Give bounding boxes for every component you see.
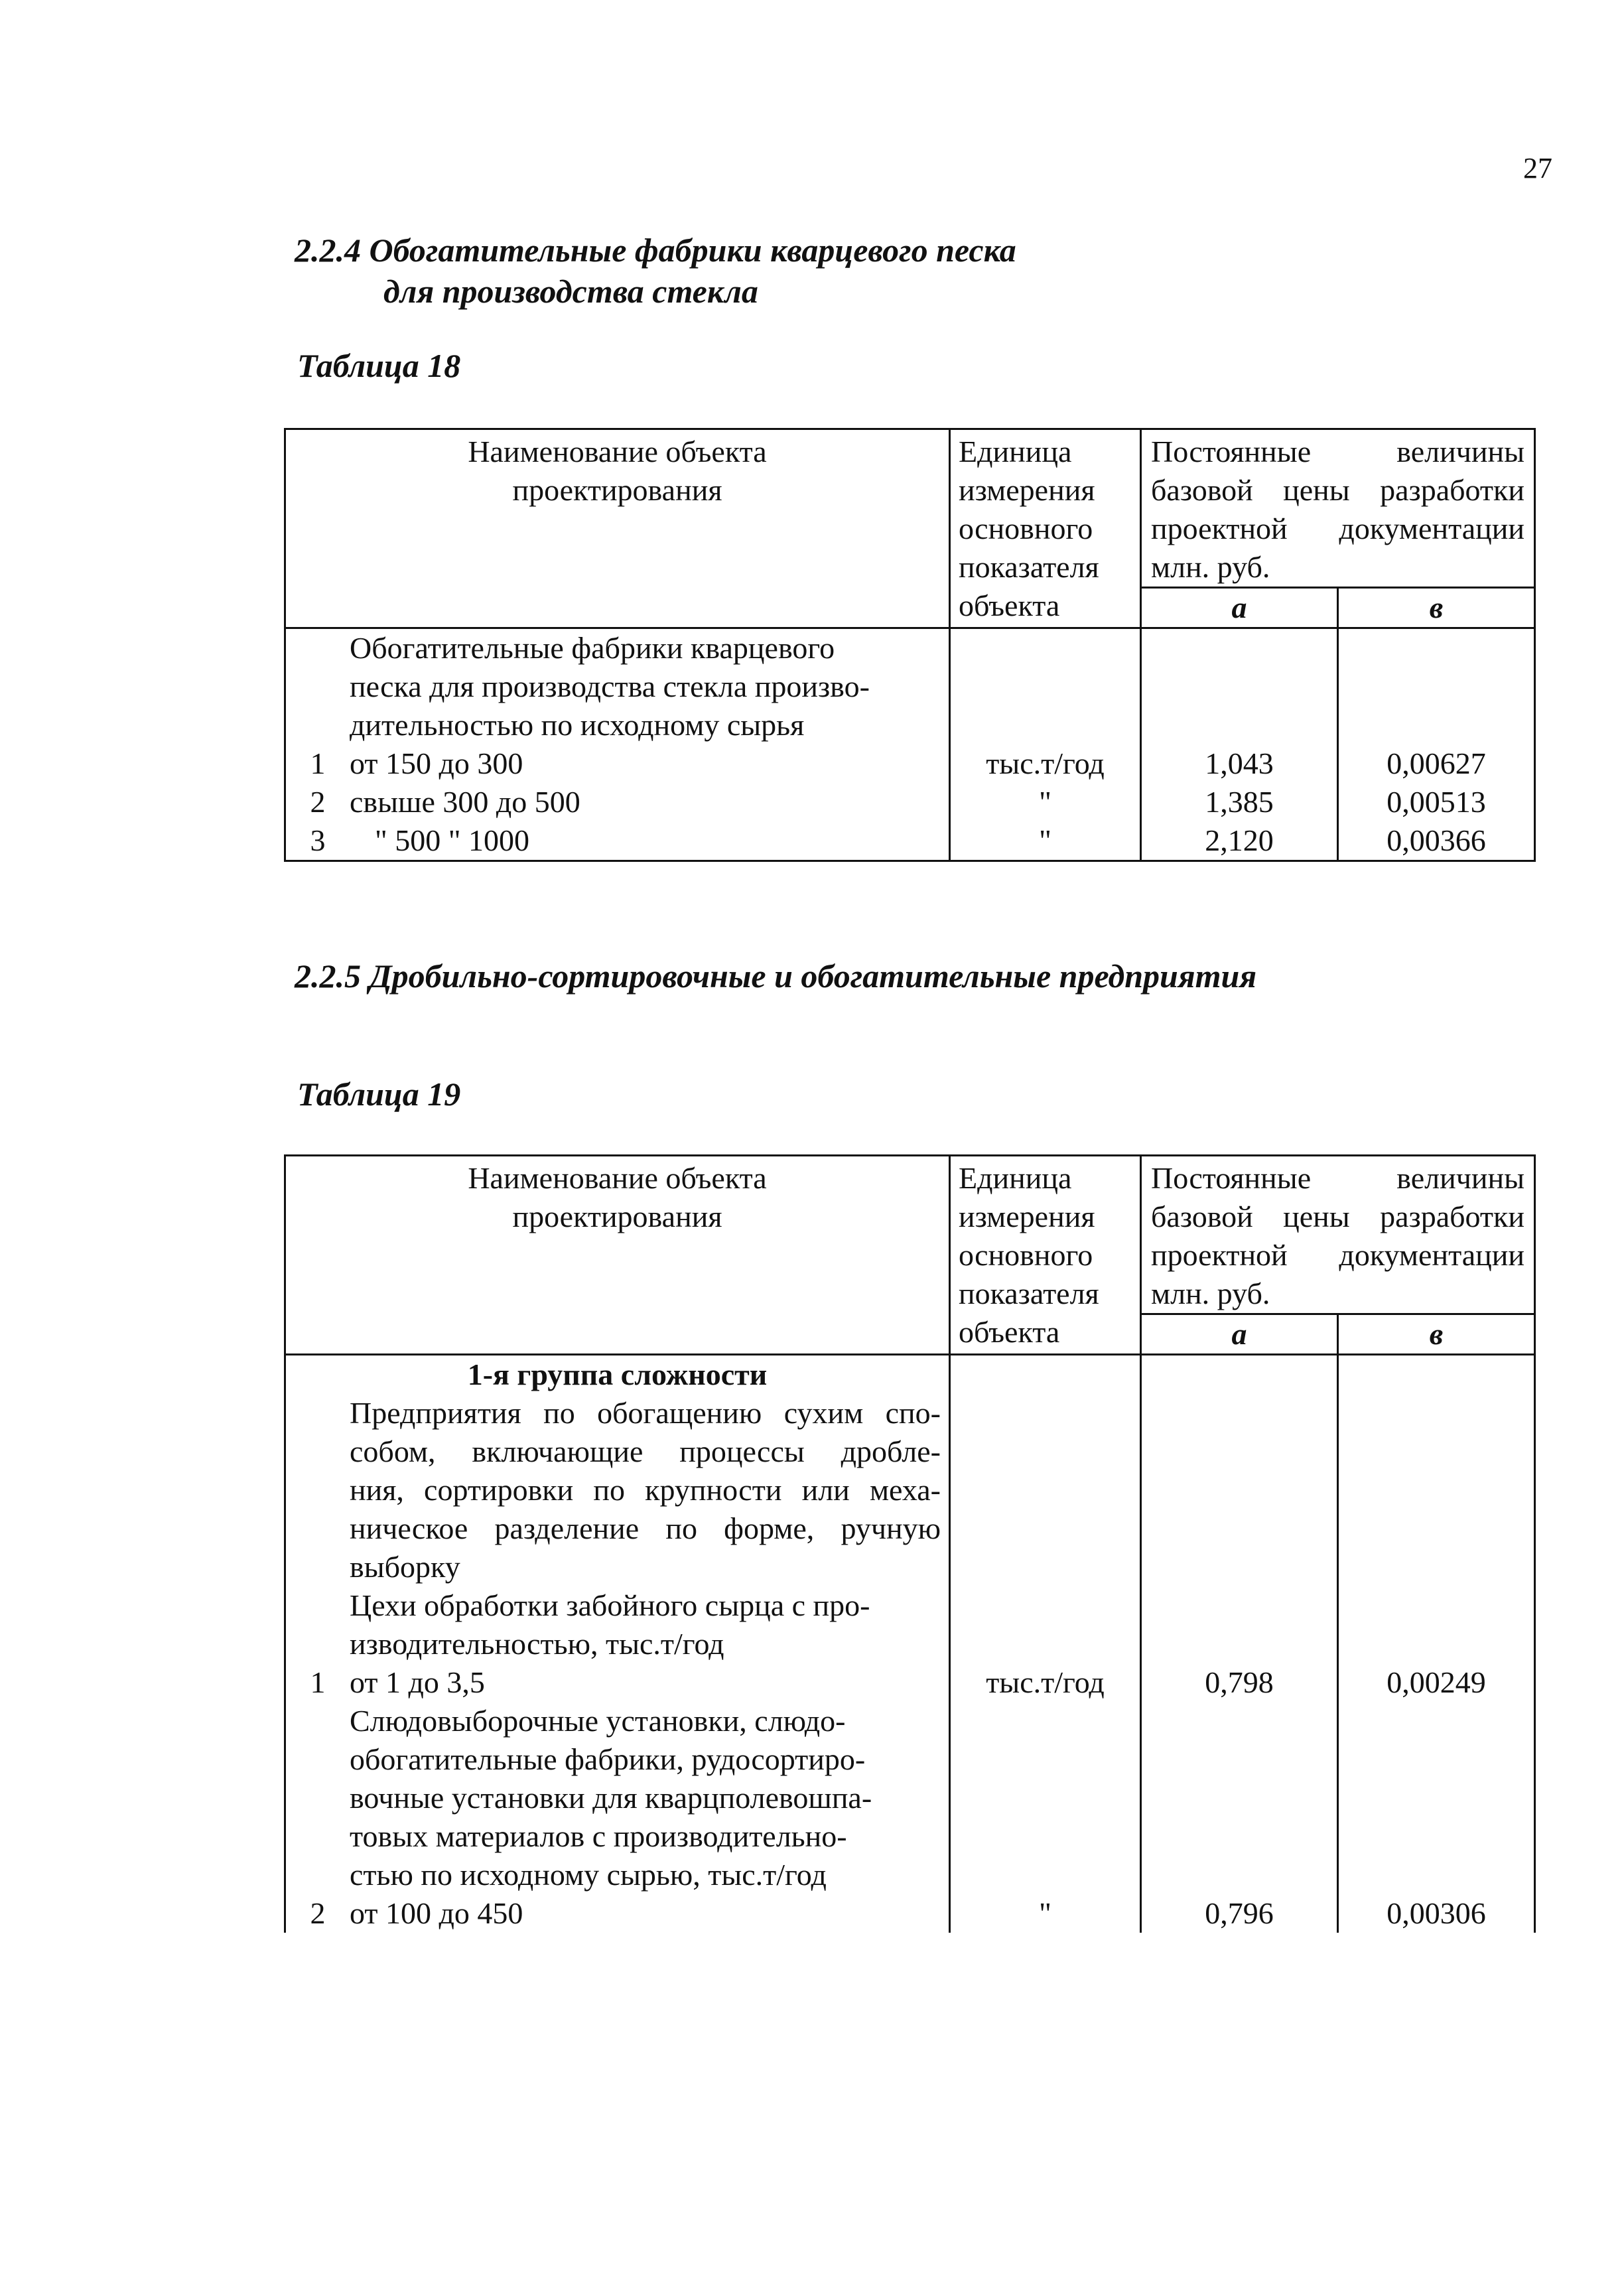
table-19-names: 1-я группа сложности Предприятия по обогащению сухим спо- собом, включающие процессы дробле- ния, сортировки по крупности или меха- ническое разделение по форме, ручную выборку Цехи обработки забойного сырца с про- изводительностью, тыс.т/год 1 от 1 до 3,5 Слюдовыборочные установки, слюдо- обогатительные фабрики, рудосортиро- вочные установки для кварцполевошпа- товых материалов с производительно- стью по исходному сырью, тыс.т/год 2 от 100 до 450 xyxy=(285,1355,950,1933)
table-18-names: Обогатительные фабрики кварцевого песка для производства стекла произво- дительностью по исходному сырья 1 от 150 до 300 2 свыше 300 до 500 3 " 500 " 1000 xyxy=(285,628,950,861)
header-object-name: Наименование объекта проектирования xyxy=(285,1156,950,1355)
header-col-b: в xyxy=(1338,1314,1535,1355)
table-row: 2 от 100 до 450 xyxy=(310,1896,523,1930)
section-title-line1: 2.2.4 Обогатительные фабрики кварцевого песка xyxy=(295,232,1016,269)
section-2-2-5-title: 2.2.5 Дробильно-сортировочные и обогатительные предприятия xyxy=(295,957,1257,995)
table-row: 1 от 1 до 3,5 xyxy=(310,1665,485,1699)
table-19-units: тыс.т/год " xyxy=(950,1355,1141,1933)
header-col-a: а xyxy=(1141,1314,1338,1355)
table-row: 2 свыше 300 до 500 xyxy=(310,785,580,819)
table-19 xyxy=(284,1154,1536,1933)
table-row: 1 от 150 до 300 xyxy=(310,746,523,780)
table-18-units: тыс.т/год " " xyxy=(950,628,1141,861)
table-18-values-a: 1,043 1,385 2,120 xyxy=(1141,628,1338,861)
table-19-values-a: 0,798 0,796 xyxy=(1141,1355,1338,1933)
table-18 xyxy=(284,428,1536,862)
page-number: 27 xyxy=(1523,152,1552,184)
table-18-caption: Таблица 18 xyxy=(297,347,461,384)
table-18-values-b: 0,00627 0,00513 0,00366 xyxy=(1338,628,1535,861)
section-2-2-4-title xyxy=(295,230,1016,312)
table-19-values-b: 0,00249 0,00306 xyxy=(1338,1355,1535,1933)
header-unit: Единица измерения основного показателя объекта xyxy=(950,1156,1141,1355)
table-19-caption: Таблица 19 xyxy=(297,1075,461,1113)
complexity-group-label: 1-я группа сложности xyxy=(467,1357,768,1391)
header-col-b: в xyxy=(1338,588,1535,628)
header-col-a: а xyxy=(1141,588,1338,628)
section-title-line2: для производства стекла xyxy=(383,273,758,310)
header-constants: Постоянные величины базовой цены разработки проектной документации млн. руб. xyxy=(1141,1156,1535,1314)
header-object-name: Наименование объекта проектирования xyxy=(285,429,950,628)
table-row: 3 " 500 " 1000 xyxy=(310,823,530,857)
header-unit: Единица измерения основного показателя объекта xyxy=(950,429,1141,628)
header-constants: Постоянные величины базовой цены разработки проектной документации млн. руб. xyxy=(1141,429,1535,588)
